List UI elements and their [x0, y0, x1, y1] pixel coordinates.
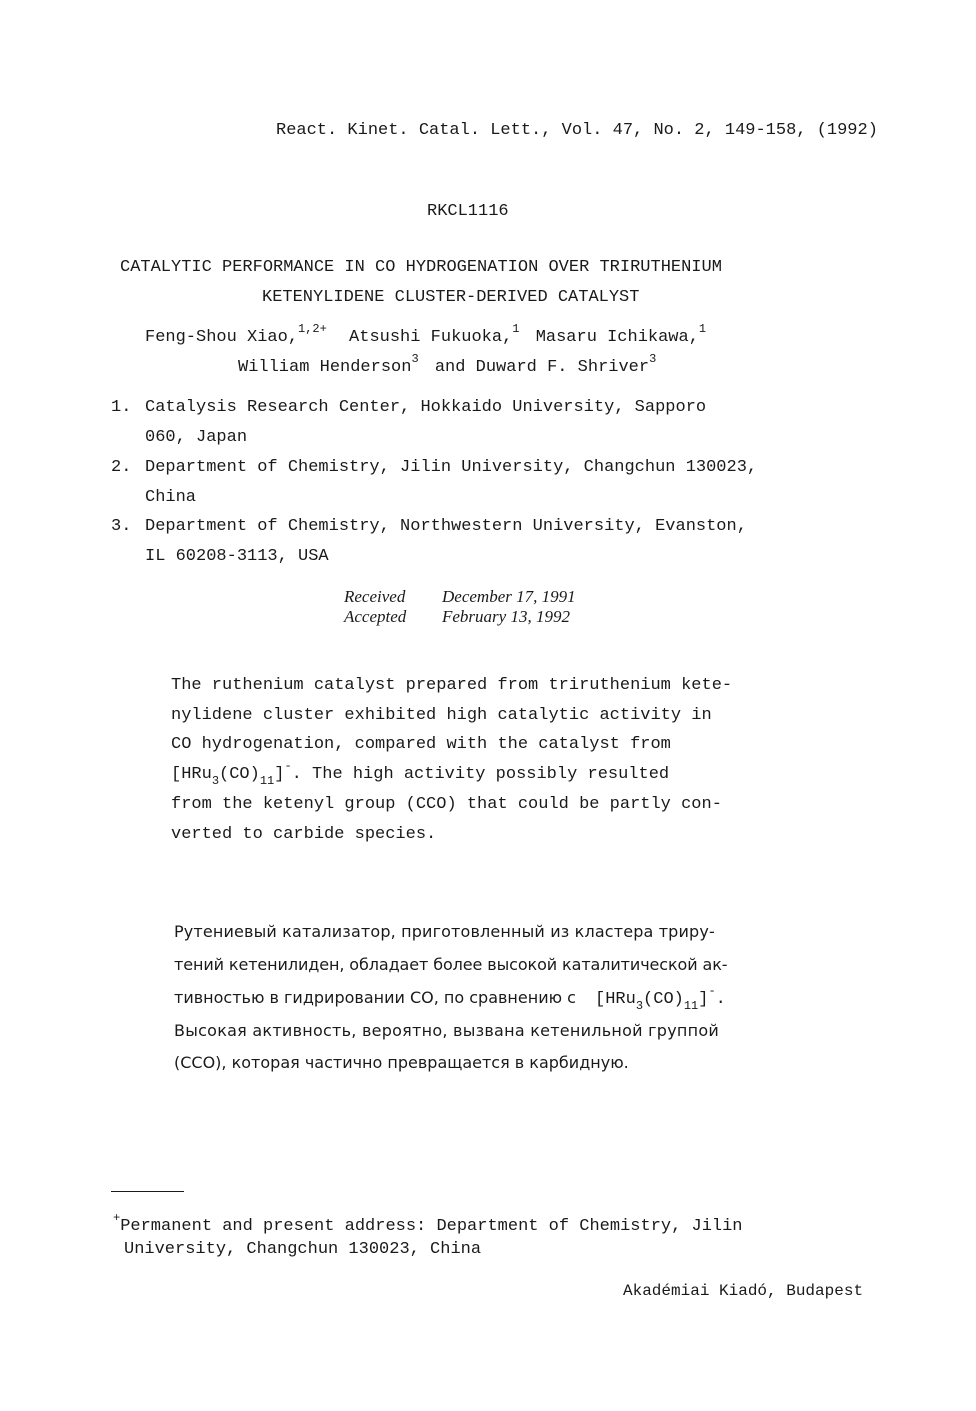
author-name: Masaru Ichikawa,	[535, 328, 699, 347]
author-affiliation-mark: 1	[698, 322, 707, 336]
abstract-en-line: CO hydrogenation, compared with the catalyst from	[171, 735, 671, 754]
accepted-date: February 13, 1992	[442, 607, 570, 626]
affiliation-number: 2.	[111, 458, 132, 477]
author-name: William Henderson	[238, 358, 412, 377]
publisher: Akadémiai Kiadó, Budapest	[623, 1282, 864, 1300]
affiliation-line: Department of Chemistry, Northwestern University, Evanston,	[145, 517, 747, 536]
title-line-2: KETENYLIDENE CLUSTER-DERIVED CATALYST	[262, 288, 640, 307]
affiliation-line: Department of Chemistry, Jilin University, Changchun 130023,	[145, 458, 758, 477]
affiliation-number: 1.	[111, 398, 132, 417]
abstract-ru-line-formula: тивностью в гидрировании CO, по сравнению с $[HRu_3(CO)_{11}]^-$.	[174, 984, 726, 1013]
abstract-ru-line: (CCO), которая частично превращается в карбидную.	[174, 1053, 629, 1072]
abstract-en-line: verted to carbide species.	[171, 825, 437, 844]
journal-citation: React. Kinet. Catal. Lett., Vol. 47, No. 2, 149-158, (1992)	[276, 121, 878, 140]
abstract-en-line-formula: $[HRu_3(CO)_{11}]^-$. The high activity possibly resulted	[171, 759, 670, 788]
author-name: Duward F. Shriver	[475, 358, 650, 377]
footnote-line-2: University, Changchun 130023, China	[124, 1240, 482, 1259]
authors-and: and	[434, 358, 466, 377]
abstract-en-line: The ruthenium catalyst prepared from triruthenium kete-	[171, 676, 733, 695]
abstract-ru-line: тений кетенилиден, обладает более высокой каталитической ак-	[174, 955, 728, 974]
authors-line-2	[238, 352, 657, 377]
formula: $[HRu_3(CO)_{11}]^-$	[171, 759, 292, 788]
author-affiliation-mark: 1,2+	[298, 322, 327, 336]
accepted-label: Accepted	[344, 607, 407, 626]
affiliation-line: Catalysis Research Center, Hokkaido University, Sapporo	[145, 398, 707, 417]
footnote-mark: +	[113, 1211, 121, 1225]
received-label: Received	[344, 587, 406, 606]
abstract-en-line: nylidene cluster exhibited high catalytic activity in	[171, 706, 712, 725]
article-code: RKCL1116	[427, 202, 509, 221]
received-date: December 17, 1991	[442, 587, 576, 606]
title-line-1: CATALYTIC PERFORMANCE IN CO HYDROGENATION OVER TRIRUTHENIUM	[120, 258, 722, 277]
formula: $[HRu_3(CO)_{11}]^-$.	[595, 984, 726, 1013]
affiliation-line: China	[145, 488, 197, 507]
abstract-ru-line: Высокая активность, вероятно, вызвана кетенильной группой	[174, 1021, 720, 1040]
author-affiliation-mark: 1	[512, 322, 520, 336]
author-affiliation-mark: 3	[649, 352, 657, 366]
author-affiliation-mark: 3	[411, 352, 419, 366]
abstract-ru-line: Рутениевый катализатор, приготовленный из кластера триру-	[174, 922, 715, 941]
author-name: Atsushi Fukuoka,	[349, 328, 513, 347]
affiliation-number: 3.	[111, 517, 132, 536]
author-name: Feng-Shou Xiao,	[145, 328, 299, 347]
footnote-rule	[111, 1191, 184, 1192]
affiliation-line: IL 60208-3113, USA	[145, 547, 329, 566]
footnote-line-1: +Permanent and present address: Department of Chemistry, Jilin	[113, 1211, 743, 1236]
abstract-en-line: from the ketenyl group (CCO) that could be partly con-	[171, 795, 722, 814]
affiliation-line: 060, Japan	[145, 428, 248, 447]
authors-line-1	[145, 322, 707, 347]
